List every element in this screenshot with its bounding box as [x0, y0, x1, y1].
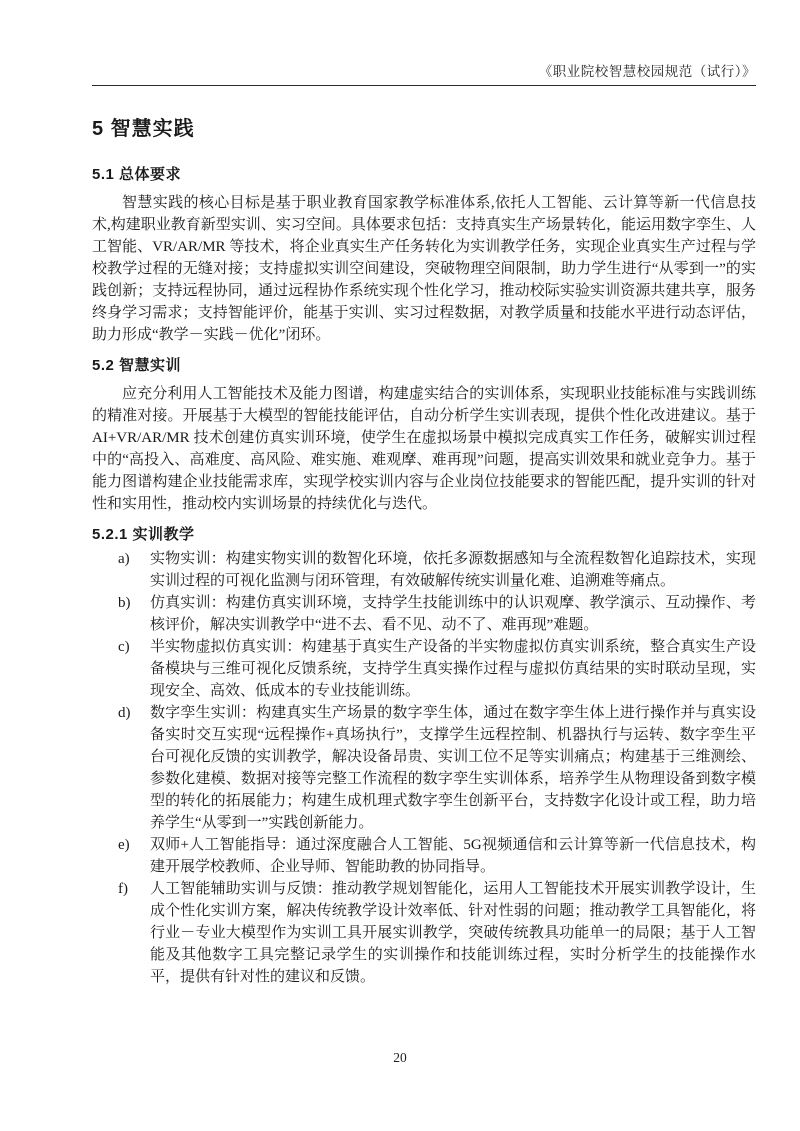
- header-rule: [92, 85, 756, 86]
- list-item-text: 人工智能辅助实训与反馈：推动教学规划智能化，运用人工智能技术开展实训教学设计，生成个性化实训方案，解决传统教学设计效率低、针对性弱的问题；推动教学工具智能化，将行业－专业大模型作为实训工具开展实训教学，突破传统教具功能单一的局限；基于人工智能及其他数字工具完整记录学生的实训操作和技能训练过程，实时分析学生的技能操作水平，提供有针对性的建议和反馈。: [150, 881, 756, 985]
- list-item-f: [92, 878, 756, 988]
- list-item-text: 双师+人工智能指导：通过深度融合人工智能、5G视频通信和云计算等新一代信息技术，构建开展学校教师、企业导师、智能助教的协同指导。: [150, 837, 756, 875]
- running-header-title: 《职业院校智慧校园规范（试行）》: [538, 64, 756, 79]
- section-heading-5-2: 5.2 智慧实训: [92, 357, 182, 374]
- list-item-c: [92, 636, 756, 702]
- list-item-text: 仿真实训：构建仿真实训环境，支持学生技能训练中的认识观摩、教学演示、互动操作、考核评价，解决实训教学中“进不去、看不见、动不了、难再现”难题。: [150, 595, 756, 633]
- paragraph-5-1: 智慧实践的核心目标是基于职业教育国家教学标准体系,依托人工智能、云计算等新一代信息技术,构建职业教育新型实训、实习空间。具体要求包括：支持真实生产场景转化，能运用数字孪生、人工智能、VR/AR/MR 等技术，将企业真实生产任务转化为实训教学任务，实现企业真实生产过程与学校教学过程的无缝对接；支持虚拟实训空间建设，突破物理空间限制，助力学生进行“从零到一”的实践创新；支持远程协同，通过远程协作系统实现个性化学习，推动校际实验实训资源共建共享，服务终身学习需求；支持智能评价，能基于实训、实习过程数据，对教学质量和技能水平进行动态评估，助力形成“教学－实践－优化”闭环。: [92, 195, 756, 343]
- section-heading-5-1: 5.1 总体要求: [92, 166, 182, 183]
- paragraph-5-2: 应充分利用人工智能技术及能力图谱，构建虚实结合的实训体系，实现职业技能标准与实践训练的精准对接。开展基于大模型的智能技能评估，自动分析学生实训表现，提供个性化改进建议。基于AI+VR/AR/MR 技术创建仿真实训环境，使学生在虚拟场景中模拟完成真实工作任务，破解实训过程中的“高投入、高难度、高风险、难实施、难观摩、难再现”问题，提高实训效果和就业竞争力。基于能力图谱构建企业技能需求库，实现学校实训内容与企业岗位技能要求的智能匹配，提升实训的针对性和实用性，推动校内实训场景的持续优化与迭代。: [92, 386, 756, 512]
- list-item-text: 半实物虚拟仿真实训：构建基于真实生产设备的半实物虚拟仿真实训系统，整合真实生产设备模块与三维可视化反馈系统，支持学生真实操作过程与虚拟仿真结果的实时联动呈现，实现安全、高效、低成本的专业技能训练。: [150, 639, 756, 699]
- chapter-title: 5 智慧实践: [92, 118, 195, 140]
- section-heading-5-2-1: 5.2.1 实训教学: [92, 526, 195, 543]
- list-item-b: [92, 592, 756, 636]
- list-item-e: [92, 834, 756, 878]
- list-item-d: [92, 702, 756, 834]
- list-marker: b): [118, 595, 131, 611]
- list-marker: a): [118, 551, 130, 567]
- list-item-text: 实物实训：构建实物实训的数智化环境，依托多源数据感知与全流程数智化追踪技术，实现实训过程的可视化监测与闭环管理，有效破解传统实训量化难、追溯难等痛点。: [150, 551, 756, 589]
- list-marker: f): [118, 881, 128, 897]
- list-marker: c): [118, 639, 130, 655]
- list-marker: d): [118, 705, 131, 721]
- list-item-a: [92, 548, 756, 592]
- list-marker: e): [118, 837, 130, 853]
- page-number: 20: [393, 1050, 407, 1065]
- training-item-list: [92, 548, 756, 988]
- list-item-text: 数字孪生实训：构建真实生产场景的数字孪生体，通过在数字孪生体上进行操作并与真实设备实时交互实现“远程操作+真场执行”，支撑学生远程控制、机器执行与运转、数字孪生平台可视化反馈的实训教学，解决设备昂贵、实训工位不足等实训痛点；构建基于三维测绘、参数化建模、数据对接等完整工作流程的数字孪生实训体系，培养学生从物理设备到数字模型的转化的拓展能力；构建生成机理式数字孪生创新平台，支持数字化设计或工程，助力培养学生“从零到一”实践创新能力。: [150, 705, 756, 831]
